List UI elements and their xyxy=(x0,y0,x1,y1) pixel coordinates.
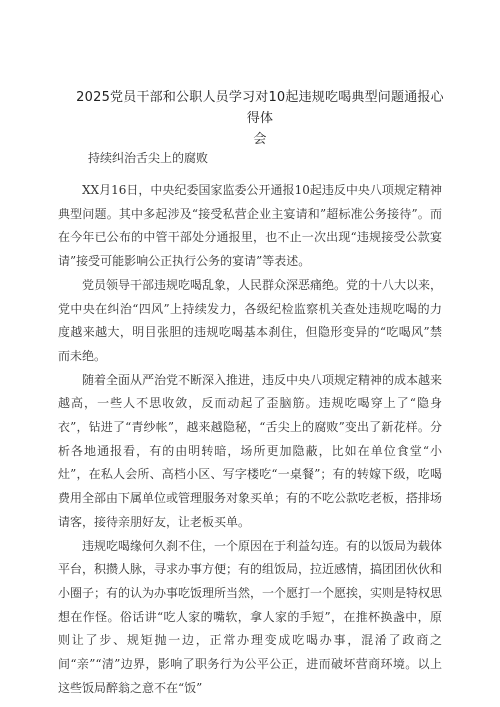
paragraph: 违规吃喝缘何久刹不住，一个原因在于利益勾连。有的以饭局为载体平台，积攒人脉，寻求办事方便；有的组饭局，拉近感情，搞团团伙伙和小圈子；有的认为办事吃饭理所当然，一个愿打一个愿挨，实则是特权思想在作怪。俗话讲“吃人家的嘴软，拿人家的手短”，在推杯换盏中，原则让了步、规矩抛一边，正常办理变成吃喝办事，混淆了政商之间“亲”“清”边界，影响了职务行为公平公正，进而破坏营商环境。以上这些饭局醉翁之意不在“饭” xyxy=(58,538,443,695)
section-subtitle: 持续纠治舌尖上的腐败 xyxy=(88,151,209,165)
document-title xyxy=(70,87,450,150)
title-line-1: 2025党员干部和公职人员学习对10起违规吃喝典型问题通报心得体 xyxy=(76,90,444,126)
title-line-2: 会 xyxy=(253,132,267,147)
document-body xyxy=(58,179,442,700)
paragraph: 随着全面从严治党不断深入推进，违反中央八项规定精神的成本越来越高，一些人不思收敛，反而动起了歪脑筋。违规吃喝穿上了“隐身衣”，钻进了“青纱帐”，越来越隐秘，“舌尖上的腐败”变出了新花样。分析各地通报看，有的由明转暗，场所更加隐蔽，比如在单位食堂“小灶”，在私人会所、高档小区、写字楼吃“一桌餐”；有的转嫁下级，吃喝费用全部由下属单位或管理服务对象买单；有的不吃公款吃老板，搭排场请客，接待亲朋好友，让老板买单。 xyxy=(58,372,443,529)
paragraph: XX月16日，中央纪委国家监委公开通报10起违反中央八项规定精神典型问题。其中多起涉及“接受私营企业主宴请和”超标准公务接待”。而在今年已公布的中管干部处分通报里，也不止一次出现“违规接受公款宴请”接受可能影响公正执行公务的宴请”等表述。 xyxy=(58,183,442,269)
paragraph: 党员领导干部违规吃喝乱象，人民群众深恶痛绝。党的十八大以来，党中央在纠治“四风”上持续发力，各级纪检监察机关查处违规吃喝的力度越来越大，明目张胆的违规吃喝基本刹住，但隐形变异的“吃喝风”禁而未绝。 xyxy=(58,277,443,363)
